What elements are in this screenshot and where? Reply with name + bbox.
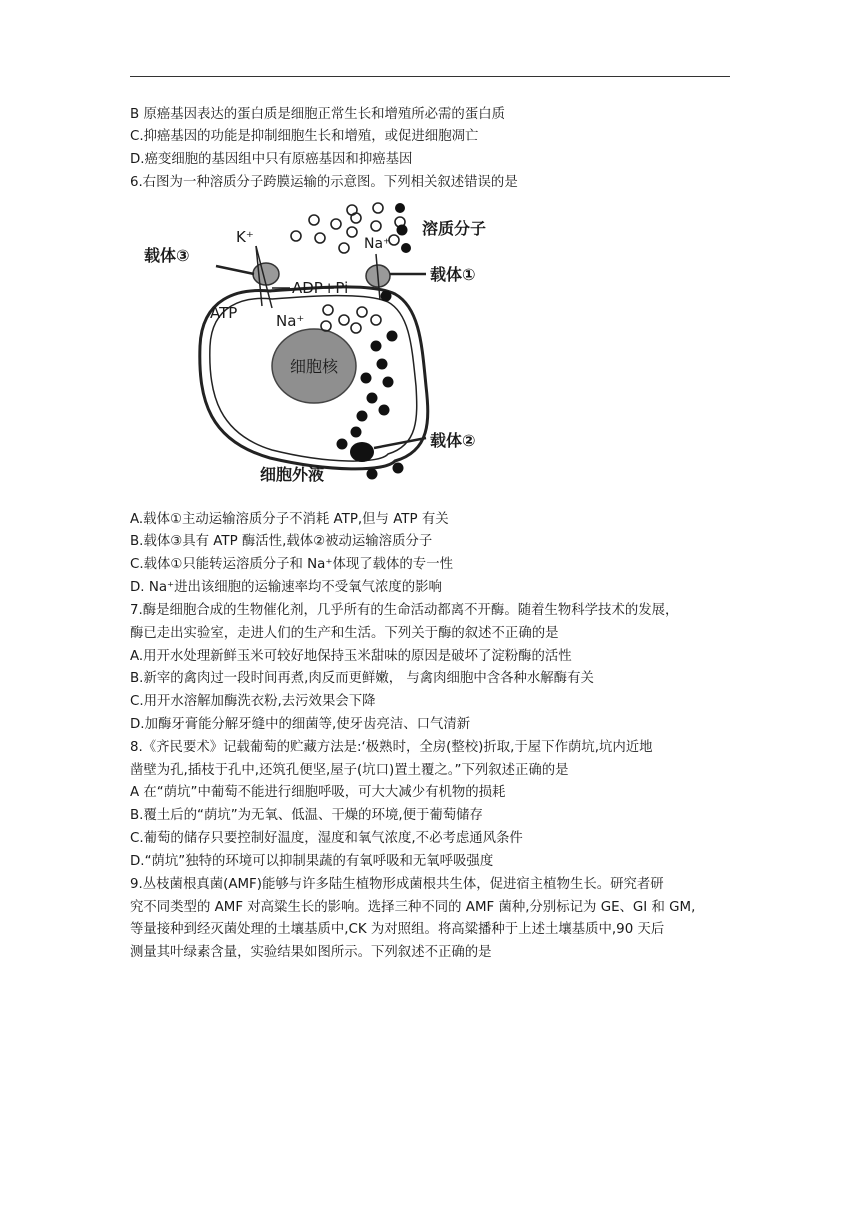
carrier-3-label: 载体③ <box>144 246 190 265</box>
question-7-stem-1: 7.酶是细胞合成的生物催化剂，几乎所有的生命活动都离不开酶。随着生物科学技术的发展， <box>130 603 679 618</box>
question-7-stem-2: 酶已走出实验室，走进人们的生产和生活。下列关于酶的叙述不正确的是 <box>130 626 559 641</box>
nucleus-label: 细胞核 <box>289 357 339 376</box>
extracellular-label: 细胞外液 <box>260 465 325 484</box>
option-a-q8: A 在“荫坑”中葡萄不能进行细胞呼吸，可大大减少有机物的损耗 <box>130 785 506 800</box>
question-6-stem: 6.右图为一种溶质分子跨膜运输的示意图。下列相关叙述错误的是 <box>130 175 518 190</box>
option-b-q7: B.新宰的禽肉过一段时间再煮,肉反而更鲜嫩， 与禽肉细胞中含各种水解酶有关 <box>130 671 594 686</box>
adp-label: ADP+Pi <box>292 279 349 297</box>
question-9-stem-2: 究不同类型的 AMF 对高粱生长的影响。选择三种不同的 AMF 菌种,分别标记为 GE、GI 和 GM, <box>130 900 696 915</box>
na-ions-inside <box>321 305 381 333</box>
option-c-q7: C.用开水溶解加酶洗衣粉,去污效果会下降 <box>130 694 376 709</box>
option-b-q6: B.载体③具有 ATP 酶活性,载体②被动运输溶质分子 <box>130 534 433 549</box>
question-8-stem-1: 8.《齐民要术》记载葡萄的贮藏方法是:‘极熟时，全房(整校)折取,于屋下作荫坑,坑内近地 <box>130 740 653 755</box>
option-d-q7: D.加酶牙膏能分解牙缝中的细菌等,使牙齿亮洁、口气清新 <box>130 717 471 732</box>
header-rule <box>130 76 730 77</box>
question-9-stem-3: 等量接种到经灭菌处理的土壤基质中,CK 为对照组。将高粱播种于上述土壤基质中,90 天后 <box>130 922 665 937</box>
option-a-q6: A.载体①主动运输溶质分子不消耗 ATP,但与 ATP 有关 <box>130 512 449 527</box>
transport-diagram <box>130 196 530 502</box>
carrier-1-label: 载体① <box>430 265 476 284</box>
question-9-stem-1: 9.丛枝菌根真菌(AMF)能够与许多陆生植物形成菌根共生体，促进宿主植物生长。研究者研 <box>130 877 664 892</box>
carrier-2-label: 载体② <box>430 431 476 450</box>
option-a-q7: A.用开水处理新鲜玉米可较好地保持玉米甜味的原因是破坏了淀粉酶的活性 <box>130 649 572 664</box>
question-8-stem-2: 凿壁为孔,插枝于孔中,还筑孔便坚,屋子(坑口)置土覆之。”下列叙述正确的是 <box>130 763 569 778</box>
carrier-2 <box>350 442 374 462</box>
solute-label: 溶质分子 <box>422 219 487 238</box>
option-d-q6: D. Na⁺进出该细胞的运输速率均不受氧气浓度的影响 <box>130 580 442 595</box>
na-bottom-label: Na⁺ <box>276 312 305 330</box>
question-9-stem-4: 测量其叶绿素含量，实验结果如图所示。下列叙述不正确的是 <box>130 945 492 960</box>
k-ion-label: K⁺ <box>236 228 254 246</box>
option-c-q8: C.葡萄的储存只要控制好温度，湿度和氧气浓度,不必考虑通风条件 <box>130 831 523 846</box>
option-d-q5: D.癌变细胞的基因组中只有原癌基因和抑癌基因 <box>130 152 413 167</box>
option-c-q5: C.抑癌基因的功能是抑制细胞生长和增殖，或促进细胞凋亡 <box>130 129 479 144</box>
atp-label: ATP <box>210 304 238 322</box>
na-top-label: Na⁺ <box>364 236 391 252</box>
option-b-q5: B 原癌基因表达的蛋白质是细胞正常生长和增殖所必需的蛋白质 <box>130 107 505 122</box>
option-b-q8: B.覆土后的“荫坑”为无氧、低温、干燥的环境,便于葡萄储存 <box>130 808 483 823</box>
option-c-q6: C.载体①只能转运溶质分子和 Na⁺体现了载体的专一性 <box>130 557 453 572</box>
option-d-q8: D.“荫坑”独特的环境可以抑制果蔬的有氧呼吸和无氧呼吸强度 <box>130 854 494 869</box>
carrier-3 <box>253 263 279 285</box>
